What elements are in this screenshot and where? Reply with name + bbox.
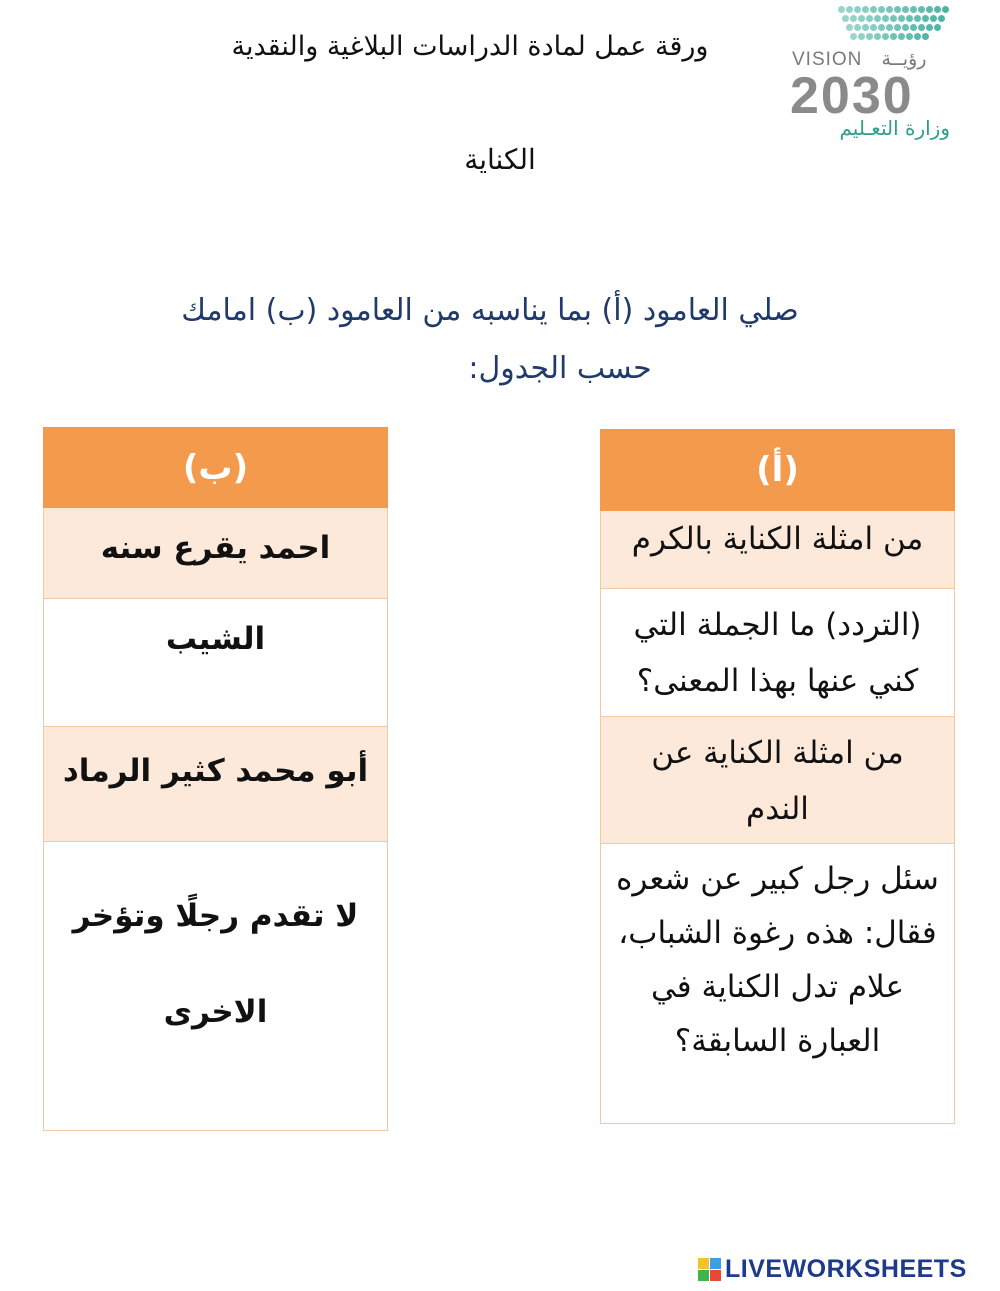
liveworksheets-brand[interactable] [698, 1254, 967, 1284]
logo-dot [902, 6, 909, 13]
logo-dot [910, 6, 917, 13]
vision-ar-text: رؤيــة [881, 48, 927, 70]
logo-dot [922, 15, 929, 22]
logo-dot [922, 33, 929, 40]
logo-dot [942, 6, 949, 13]
column-b-row-4[interactable] [43, 842, 388, 1131]
logo-dot [926, 24, 933, 31]
logo-dot [938, 15, 945, 22]
logo-dot [878, 24, 885, 31]
column-b-row-2[interactable] [43, 599, 388, 727]
column-b-row-1[interactable] [43, 508, 388, 599]
column-a-header: (أ) [600, 429, 955, 511]
logo-dot [850, 33, 857, 40]
topic-title: الكناية [464, 143, 536, 176]
column-b-row-3-text: أبو محمد كثير الرماد [62, 753, 369, 789]
logo-dot [862, 6, 869, 13]
column-a-row-3-text: من امثلة الكناية عن الندم [651, 735, 904, 827]
logo-dot [890, 33, 897, 40]
instruction-line-1: صلي العامود (أ) بما يناسبه من العامود (ب) امامك [181, 293, 799, 328]
logo-dot [838, 6, 845, 13]
logo-dot [918, 6, 925, 13]
vision-en-text: VISION [792, 49, 863, 70]
logo-dot [906, 33, 913, 40]
logo-dot [934, 24, 941, 31]
logo-dot [898, 15, 905, 22]
logo-dot [898, 33, 905, 40]
column-a-row-4-text: سئل رجل كبير عن شعره فقال: هذه رغوة الشباب، علام تدل الكناية في العبارة السابقة؟ [616, 861, 939, 1059]
instruction-text [110, 282, 870, 398]
vision-2030-logo [780, 6, 950, 142]
column-a-row-1-text: من امثلة الكناية بالكرم [631, 521, 924, 557]
logo-dot [850, 15, 857, 22]
logo-dot [890, 15, 897, 22]
logo-dot [854, 24, 861, 31]
logo-dot [874, 33, 881, 40]
logo-dot [878, 6, 885, 13]
logo-dot [846, 24, 853, 31]
logo-dot [894, 24, 901, 31]
logo-dot-pattern [838, 6, 950, 48]
column-a-row-3[interactable] [600, 717, 955, 844]
column-a-row-4[interactable] [600, 844, 955, 1124]
logo-dot [886, 6, 893, 13]
sheet-title: ورقة عمل لمادة الدراسات البلاغية والنقدية [231, 31, 709, 62]
logo-dot [906, 15, 913, 22]
logo-dot [902, 24, 909, 31]
liveworksheets-icon [698, 1258, 721, 1281]
column-b-row-4-text: لا تقدم رجلًا وتؤخر الاخرى [72, 898, 359, 1030]
vision-year: 2030 [790, 67, 914, 125]
logo-dot [894, 6, 901, 13]
logo-dot [934, 6, 941, 13]
logo-dot [862, 24, 869, 31]
logo-dot [842, 15, 849, 22]
logo-dot [882, 15, 889, 22]
column-b-header: (ب) [43, 427, 388, 508]
logo-dot [914, 15, 921, 22]
logo-dot [858, 15, 865, 22]
column-a [600, 429, 955, 1124]
logo-dot [914, 33, 921, 40]
column-a-row-1[interactable] [600, 511, 955, 589]
logo-dot [870, 6, 877, 13]
column-a-row-2-text: (التردد) ما الجملة التي كني عنها بهذا المعنى؟ [633, 607, 922, 699]
logo-dot [918, 24, 925, 31]
liveworksheets-text: LIVEWORKSHEETS [725, 1254, 967, 1283]
logo-dot [926, 6, 933, 13]
logo-dot [882, 33, 889, 40]
logo-dot [870, 24, 877, 31]
logo-dot [866, 33, 873, 40]
logo-dot [854, 6, 861, 13]
column-b-row-3[interactable] [43, 727, 388, 842]
column-b [43, 427, 388, 1131]
logo-dot [866, 15, 873, 22]
ministry-name: وزارة التعـليم [839, 116, 950, 140]
logo-dot [930, 15, 937, 22]
logo-dot [858, 33, 865, 40]
logo-dot [886, 24, 893, 31]
column-b-row-1-text: احمد يقرع سنه [100, 530, 331, 566]
logo-dot [874, 15, 881, 22]
logo-dot [910, 24, 917, 31]
column-a-row-2[interactable] [600, 589, 955, 717]
column-b-row-2-text: الشيب [165, 621, 266, 657]
logo-dot [846, 6, 853, 13]
instruction-line-2: حسب الجدول: [468, 351, 652, 386]
